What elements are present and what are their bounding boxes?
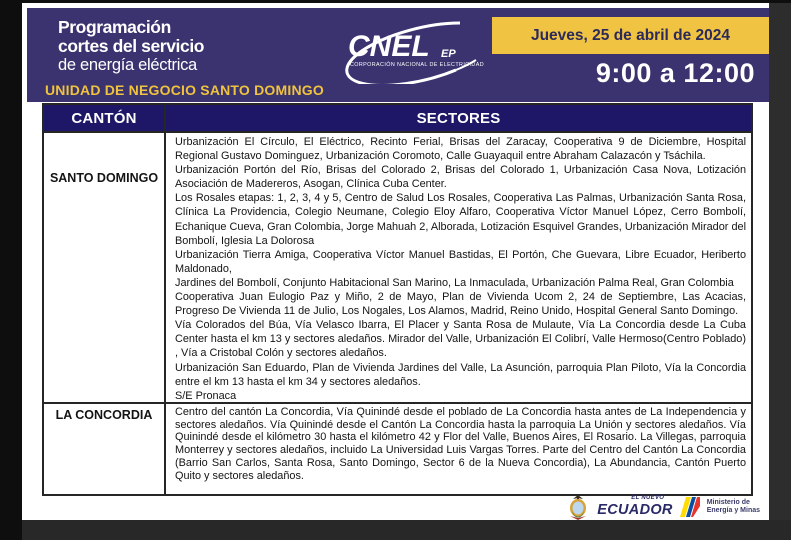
sector-paragraph: Urbanización El Círculo, El Eléctrico, Recinto Ferial, Brisas del Zaracay, Cooperativa 9 de Diciembre, Hospital Regional Gustavo Dominguez, Urbanización Coromoto, Calle Guayaquil entre Abraham Calazacón y Tsáchila.: [175, 136, 746, 163]
sectors-cell: [165, 403, 752, 495]
sector-paragraph: Urbanización Portón del Río, Brisas del Colorado 2, Brisas del Colorado 1, Urbanización Casa Nova, Lotización Asociación de Madereros, Asogan, Clínica Cuba Center.: [175, 164, 746, 191]
sectors-cell: [165, 132, 752, 403]
photo-frame-bottom: [0, 520, 791, 540]
ministry-line-2: Energía y Minas: [706, 507, 760, 514]
canton-cell: [43, 403, 165, 495]
announcement-document: [22, 3, 769, 520]
date-badge: [492, 17, 769, 54]
sector-paragraph: Jardines del Bombolí, Conjunto Habitacional San Marino, La Inmaculada, Urbanización Palma Real, Gran Colombia: [175, 276, 734, 289]
cnel-logo-text: CNEL: [348, 30, 430, 63]
business-unit-label: UNIDAD DE NEGOCIO SANTO DOMINGO: [45, 82, 324, 98]
table-row-la-concordia: [43, 403, 752, 495]
cnel-logo-subtitle: CORPORACIÓN NACIONAL DE ELECTRICIDAD: [350, 62, 485, 68]
canton-label: SANTO DOMINGO: [49, 171, 159, 185]
brand-small-label: EL NUEVO: [631, 495, 665, 501]
ministry-line-1: Ministerio de: [706, 498, 750, 506]
header-band: [27, 8, 769, 102]
sector-paragraph: Urbanización Tierra Amiga, Cooperativa Víctor Manuel Bastidas, El Portón, Che Guevara, Libre Ecuador, Heriberto Maldonado,: [175, 248, 746, 275]
sector-paragraph: Cooperativa Juan Eulogio Paz y Miño, 2 de Mayo, Plan de Vivienda Ucom 2, 24 de Septiembre, Las Acacias, Progreso De Vivienda 11 de Julio, Los Nogales, Los Alamos, Madrid, Reino Unido, Hospital General Santo Domingo.: [175, 291, 746, 318]
sector-paragraph: Los Rosales etapas: 1, 2, 3, 4 y 5, Centro de Salud Los Rosales, Cooperativa Las Palmas, Urbanización Santa Rosa, Clínica La Providencia, Colegio Neumane, Colegio Eloy Alfaro, Cooperativa Víctor Manuel López, Cerro Bombolí, Echanique Cueva, Gran Colombia, Jorge Mahuah 2, Alborada, Lotización Esquivel Grandes, Urbanización Mirador del Bombolí, Iglesia La Dolorosa: [175, 192, 746, 247]
el-nuevo-ecuador-logo: [597, 495, 672, 519]
outage-time: 9:00 a 12:00: [595, 58, 755, 88]
photo-frame-right: [769, 0, 791, 540]
table-header-row: [43, 104, 752, 132]
canton-label: LA CONCORDIA: [55, 408, 153, 422]
title-line-3: de energía eléctrica: [58, 56, 197, 74]
canton-cell: [43, 132, 165, 403]
sector-paragraph: Urbanización San Eduardo, Plan de Vivienda Jardines del Valle, La Asunción, parroquia Plan Piloto, Vía la Concordia entre el km 13 hasta el km 34 y sectores aledaños.: [175, 361, 746, 388]
brand-large-label: ECUADOR: [597, 502, 673, 518]
footer-branding: [566, 493, 760, 521]
title-line-2: cortes del servicio: [58, 36, 205, 56]
ecuador-flag-stripes-icon: [680, 497, 700, 517]
cnel-logo-suffix: EP: [441, 48, 456, 60]
table-row-santo-domingo: [43, 132, 752, 403]
ecuador-coat-of-arms-icon: [566, 494, 590, 520]
column-header-canton: CANTÓN: [43, 104, 165, 132]
column-header-sectores: SECTORES: [165, 104, 752, 132]
schedule-table: [42, 103, 753, 496]
sector-paragraph: Vía Colorados del Búa, Vía Velasco Ibarra, El Placer y Santa Rosa de Mulaute, Vía La Concordia desde La Cuba Center hasta el km 13 y sectores aledaños. Mirador del Valle, Urbanización El Colibrí, Valle Hermoso(Centro Poblado) , Vía a Cristobal Colón y sectores aledaños.: [175, 319, 746, 360]
date-text: Jueves, 25 de abril de 2024: [530, 26, 731, 44]
page-title: [58, 18, 204, 75]
ministry-label: [707, 499, 760, 516]
title-line-1: Programación: [58, 17, 171, 37]
photo-frame-left: [0, 0, 22, 540]
sector-paragraph: Centro del cantón La Concordia, Vía Quinindé desde el poblado de La Concordia hasta antes de La Independencia y sectores aledaños. Vía Quinindé desde el Cantón La Concordia hasta la parroquia La Unión y sectores aledaños. Vía Quinindé desde el kilómetro 30 hasta el kilómetro 42 y Flor del Valle, Buenos Aires, El Rosario. La Villegas, parroquia Monterrey y sectores aledaños, incluido La Universidad Luis Vargas Torres. Parte del Centro del Cantón La Concordia (Barrio San Carlos, Santa Rosa, Santo Domingo, Sector 6 de la Nueva Concordia), La Abundancia, Cantón Puerto Quito y sectores aledaños.: [175, 406, 746, 482]
sector-paragraph: S/E Pronaca: [175, 389, 237, 402]
